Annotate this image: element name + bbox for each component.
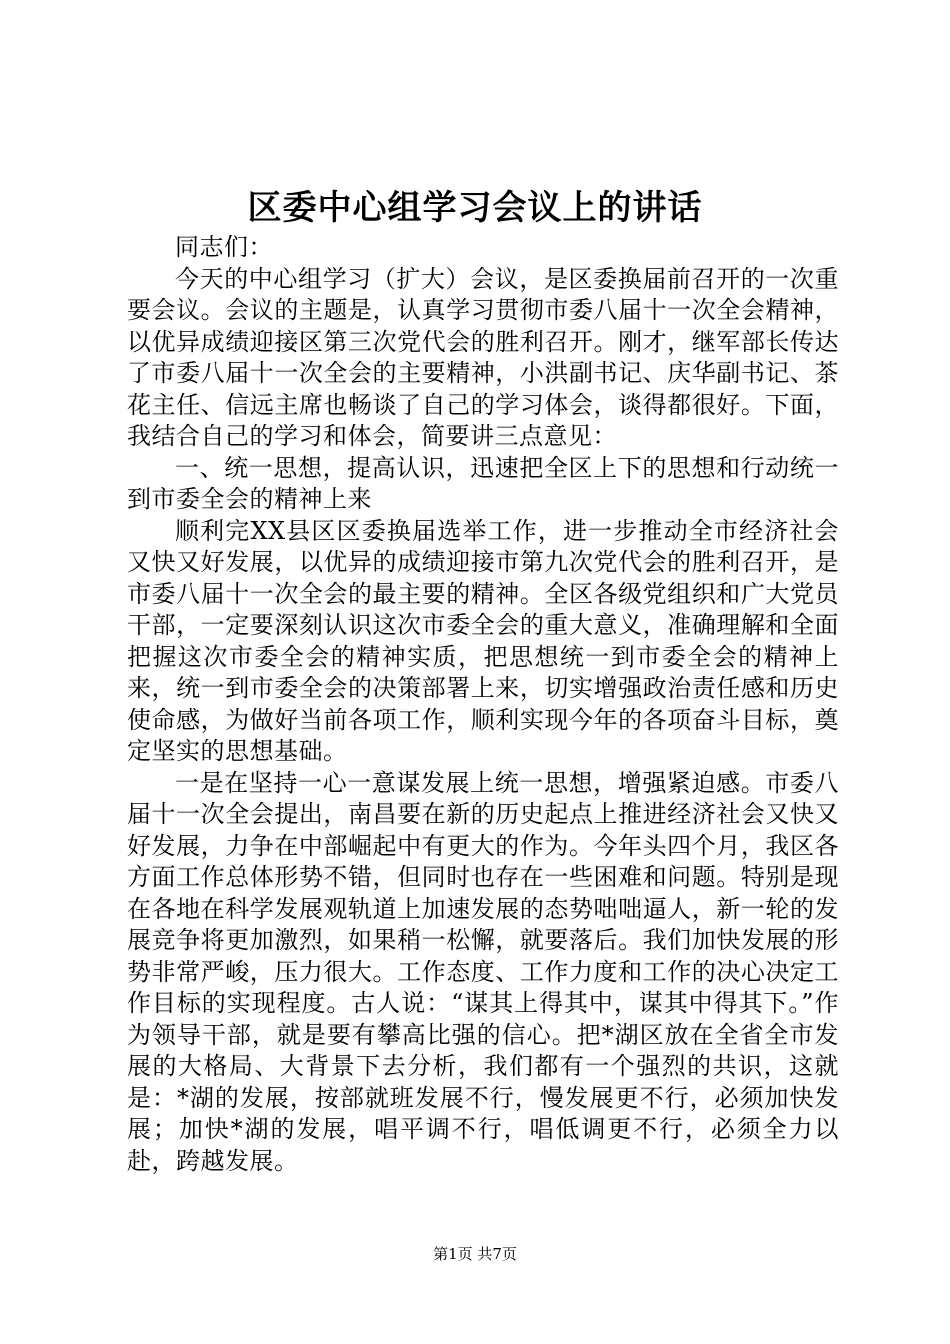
section-heading-paragraph: 一、统一思想，提高认识，迅速把全区上下的思想和行动统一到市委全会的精神上来	[127, 453, 839, 513]
document-title: 区委中心组学习会议上的讲话	[247, 188, 703, 228]
salutation-paragraph: 同志们：	[175, 233, 273, 261]
opening-paragraph: 今天的中心组学习（扩大）会议，是区委换届前召开的一次重要会议。会议的主题是，认真学习贯彻市委八届十一次全会精神，以优异成绩迎接区第三次党代会的胜利召开。刚才，继军部长传达了市委八届十一次全会的主要精神，小洪副书记、庆华副书记、茶花主任、信远主席也畅谈了自己的学习体会，谈得都很好。下面，我结合自己的学习和体会，简要讲三点意见：	[127, 264, 839, 450]
document-body	[127, 232, 839, 1177]
page-footer: 第1页 共7页	[433, 1245, 517, 1263]
body-paragraph: 一是在坚持一心一意谋发展上统一思想，增强紧迫感。市委八届十一次全会提出，南昌要在新的历史起点上推进经济社会又快又好发展，力争在中部崛起中有更大的作为。今年头四个月，我区各方面工作总体形势不错，但同时也存在一些困难和问题。特别是现在各地在科学发展观轨道上加速发展的态势咄咄逼人，新一轮的发展竞争将更加激烈，如果稍一松懈，就要落后。我们加快发展的形势非常严峻，压力很大。工作态度、工作力度和工作的决心决定工作目标的实现程度。古人说：“谋其上得其中，谋其中得其下。”作为领导干部，就是要有攀高比强的信心。把*湖区放在全省全市发展的大格局、大背景下去分析，我们都有一个强烈的共识，这就是：*湖的发展，按部就班发展不行，慢发展更不行，必须加快发展；加快*湖的发展，唱平调不行，唱低调更不行，必须全力以赴，跨越发展。	[127, 768, 839, 1175]
body-paragraph: 顺利完XX县区区委换届选举工作，进一步推动全市经济社会又快又好发展，以优异的成绩迎接市第九次党代会的胜利召开，是市委八届十一次全会的最主要的精神。全区各级党组织和广大党员干部，一定要深刻认识这次市委全会的重大意义，准确理解和全面把握这次市委全会的精神实质，把思想统一到市委全会的精神上来，统一到市委全会的决策部署上来，切实增强政治责任感和历史使命感，为做好当前各项工作，顺利实现今年的各项奋斗目标，奠定坚实的思想基础。	[127, 516, 839, 765]
